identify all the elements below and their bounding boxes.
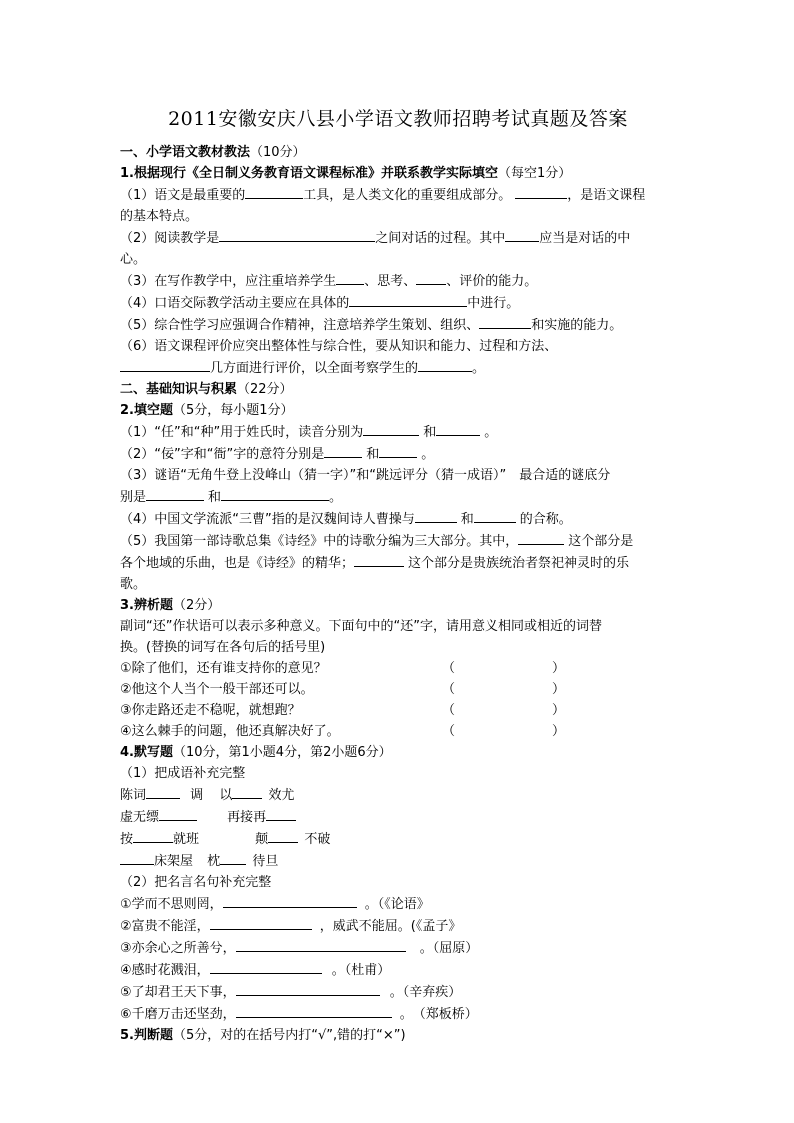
question-3-item: ③你走路还走不稳呢，就想跑？ （ ）	[120, 700, 676, 721]
question-1-item-4: （4）口语交际教学活动主要应在具体的 中进行。	[120, 292, 676, 314]
answer-blank[interactable]	[146, 486, 204, 501]
answer-blank[interactable]	[324, 443, 362, 458]
section-1-heading: 一、小学语文教材教法（10分）	[120, 145, 306, 160]
question-2-item-3: （3）谜语“无角牛登上没峰山（猜一字）”和“跳远评分（猜一成语）” 最合适的谜底分	[120, 468, 611, 483]
question-4-part-1: （1）把成语补充完整	[120, 766, 246, 781]
answer-blank[interactable]	[236, 981, 380, 996]
question-3-item: ①除了他们，还有谁支持你的意见？ （ ）	[120, 658, 676, 679]
answer-paren-open: （	[442, 682, 456, 697]
idiom-row-2: 虚无缥 再接再	[120, 806, 676, 828]
idiom-row-4: 床架屋 枕 待旦	[120, 850, 676, 872]
answer-blank[interactable]	[336, 270, 364, 285]
quote-row: ⑥千磨万击还坚劲， 。 （郑板桥）	[120, 1003, 676, 1025]
answer-blank[interactable]	[268, 828, 298, 843]
question-1-item-1: （1）语文是最重要的 工具，是人类文化的重要组成部分。 ，是语文课程	[120, 184, 676, 206]
answer-paren-close: ）	[552, 724, 566, 739]
answer-blank[interactable]	[236, 1003, 392, 1018]
answer-blank[interactable]	[232, 784, 262, 799]
question-2-item-5: （5）我国第一部诗歌总集《诗经》中的诗歌分编为三大部分。其中， 这个部分是	[120, 530, 676, 552]
answer-paren-open: （	[442, 661, 456, 676]
section-2-heading: 二、基础知识与积累（22分）	[120, 382, 293, 397]
quote-row: ①学而不思则罔， 。（《论语》	[120, 893, 676, 915]
exam-page	[120, 100, 676, 1046]
question-2-item-4: （4）中国文学流派“三曹”指的是汉魏间诗人曹操与 和 的合称。	[120, 508, 676, 530]
answer-blank[interactable]	[245, 184, 303, 199]
answer-blank[interactable]	[436, 421, 480, 436]
question-3-heading: 3.辨析题（2分）	[120, 598, 221, 613]
answer-blank[interactable]	[518, 530, 564, 545]
question-1-item-1-cont: 的基本特点。	[120, 209, 199, 224]
answer-paren-open: （	[442, 724, 456, 739]
question-2-item-2: （2）“佞”字和“衙”字的意符分别是 和 。	[120, 443, 676, 465]
answer-blank[interactable]	[146, 784, 180, 799]
question-1-item-3: （3）在写作教学中，应注重培养学生 、思考、 、评价的能力。	[120, 270, 676, 292]
answer-field[interactable]	[458, 679, 550, 695]
quote-row: ③亦余心之所善兮， 。（屈原）	[120, 937, 676, 959]
idiom-row-3: 按 就班 颠 不破	[120, 828, 676, 850]
answer-blank[interactable]	[349, 292, 467, 307]
idiom-row-1: 陈词 调 以 效尤	[120, 784, 676, 806]
answer-blank[interactable]	[379, 443, 417, 458]
question-2-item-1: （1）“任”和“种”用于姓氏时，读音分别为 和 。	[120, 421, 676, 443]
question-3-description: 副词“还”作状语可以表示多种意义。下面句中的“还”字，请用意义相同或相近的词替	[120, 619, 602, 634]
answer-blank[interactable]	[474, 508, 516, 523]
answer-blank[interactable]	[120, 850, 154, 865]
quote-row: ④感时花溅泪， 。（杜甫）	[120, 959, 676, 981]
answer-blank[interactable]	[354, 552, 404, 567]
answer-blank[interactable]	[159, 806, 197, 821]
answer-paren-close: ）	[552, 703, 566, 718]
answer-blank[interactable]	[133, 828, 173, 843]
answer-blank[interactable]	[363, 421, 419, 436]
answer-blank[interactable]	[266, 806, 296, 821]
question-3-item: ②他这个人当个一般干部还可以。 （ ）	[120, 679, 676, 700]
question-1-item-6-cont: 几方面进行评价，以全面考察学生的 。	[120, 357, 676, 379]
answer-field[interactable]	[458, 658, 550, 674]
question-4-heading: 4.默写题（10分，第1小题4分，第2小题6分）	[120, 745, 392, 760]
answer-blank[interactable]	[505, 227, 539, 242]
question-2-heading: 2.填空题（5分，每小题1分）	[120, 403, 294, 418]
answer-paren-close: ）	[552, 682, 566, 697]
question-2-item-3-cont: 别是 和 。	[120, 486, 676, 508]
question-4-part-2: （2）把名言名句补充完整	[120, 875, 272, 890]
quote-row: ⑤了却君王天下事， 。（辛弃疾）	[120, 981, 676, 1003]
question-1-heading: 1.根据现行《全日制义务教育语文课程标准》并联系教学实际填空（每空1分）	[120, 166, 572, 181]
answer-blank[interactable]	[219, 227, 375, 242]
answer-blank[interactable]	[416, 270, 446, 285]
answer-blank[interactable]	[236, 937, 406, 952]
answer-blank[interactable]	[221, 486, 329, 501]
answer-blank[interactable]	[223, 893, 357, 908]
answer-blank[interactable]	[515, 184, 567, 199]
question-3-item: ④这么棘手的问题，他还真解决好了。 （ ）	[120, 721, 676, 742]
answer-paren-open: （	[442, 703, 456, 718]
answer-blank[interactable]	[479, 314, 531, 329]
question-1-item-5: （5）综合性学习应强调合作精神，注意培养学生策划、组织、 和实施的能力。	[120, 314, 676, 336]
answer-blank[interactable]	[418, 357, 472, 372]
answer-blank[interactable]	[210, 959, 322, 974]
answer-paren-close: ）	[552, 661, 566, 676]
question-2-item-5-cont: 各个地域的乐曲，也是《诗经》的精华； 这个部分是贵族统治者祭祀神灵时的乐	[120, 552, 676, 574]
answer-field[interactable]	[458, 700, 550, 716]
answer-blank[interactable]	[220, 850, 246, 865]
quote-row: ②富贵不能淫， ，威武不能屈。(《孟子》	[120, 915, 676, 937]
answer-blank[interactable]	[120, 357, 210, 372]
question-1-item-6: （6）语文课程评价应突出整体性与综合性，要从知识和能力、过程和方法、	[120, 339, 558, 354]
page-title: 2011安徽安庆八县小学语文教师招聘考试真题及答案	[168, 108, 628, 130]
question-1-item-2: （2）阅读教学是 之间对话的过程。其中 应当是对话的中	[120, 227, 676, 249]
question-5-heading: 5.判断题（5分，对的在括号内打“√”,错的打“×”)	[120, 1028, 406, 1043]
question-2-item-5-end: 歌。	[120, 577, 147, 592]
answer-blank[interactable]	[210, 915, 312, 930]
question-3-description-cont: 换。(替换的词写在各句后的括号里)	[120, 640, 326, 655]
question-1-item-2-cont: 心。	[120, 252, 147, 267]
answer-blank[interactable]	[415, 508, 457, 523]
answer-field[interactable]	[458, 721, 550, 737]
